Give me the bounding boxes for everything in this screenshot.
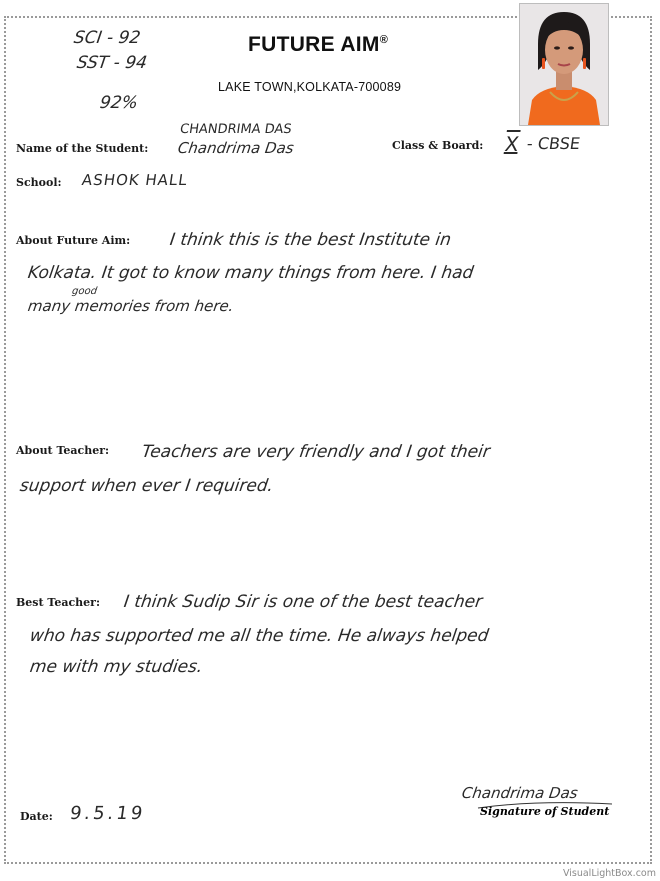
about-future-aim-insertion: good — [71, 286, 98, 297]
about-teacher-label: About Teacher: — [16, 444, 110, 457]
registered-mark: ® — [379, 34, 389, 46]
date-value: 9.5.19 — [68, 803, 147, 824]
signature-caption: Signature of Student — [480, 805, 610, 818]
about-future-aim-line-1: I think this is the best Institute in — [168, 230, 453, 250]
best-teacher-label: Best Teacher: — [16, 596, 100, 609]
best-teacher-line-2: who has supported me all the time. He always helped — [28, 626, 490, 646]
student-name-signature: Chandrima Das — [176, 139, 295, 157]
school-value: ASHOK HALL — [80, 171, 189, 189]
score-sst: SST - 94 — [75, 53, 149, 73]
best-teacher-line-3: me with my studies. — [28, 657, 204, 677]
student-name-label: Name of the Student: — [16, 142, 149, 155]
student-signature: Chandrima Das — [460, 784, 579, 802]
percentage: 92% — [98, 93, 140, 113]
institute-title: FUTURE AIM® — [248, 33, 389, 56]
about-future-aim-line-3: many memories from here. — [26, 297, 235, 315]
student-name-printed: CHANDRIMA DAS — [178, 122, 293, 137]
institute-address: LAKE TOWN,KOLKATA-700089 — [218, 80, 402, 94]
about-future-aim-line-2: Kolkata. It got to know many things from here. I had — [26, 263, 475, 283]
student-portrait-image — [520, 4, 608, 125]
about-teacher-line-2: support when ever I required. — [18, 476, 275, 496]
date-label: Date: — [20, 810, 53, 823]
student-photo — [519, 3, 609, 126]
about-future-aim-label: About Future Aim: — [16, 234, 131, 247]
watermark-text: VisualLightBox.com — [562, 868, 656, 879]
school-label: School: — [16, 176, 62, 189]
class-value: X — [503, 132, 521, 156]
class-board-label: Class & Board: — [392, 139, 484, 152]
about-teacher-line-1: Teachers are very friendly and I got their — [140, 442, 492, 462]
best-teacher-line-1: I think Sudip Sir is one of the best teacher — [122, 592, 484, 612]
board-value: - CBSE — [525, 134, 582, 153]
score-sci: SCI - 92 — [72, 28, 142, 48]
